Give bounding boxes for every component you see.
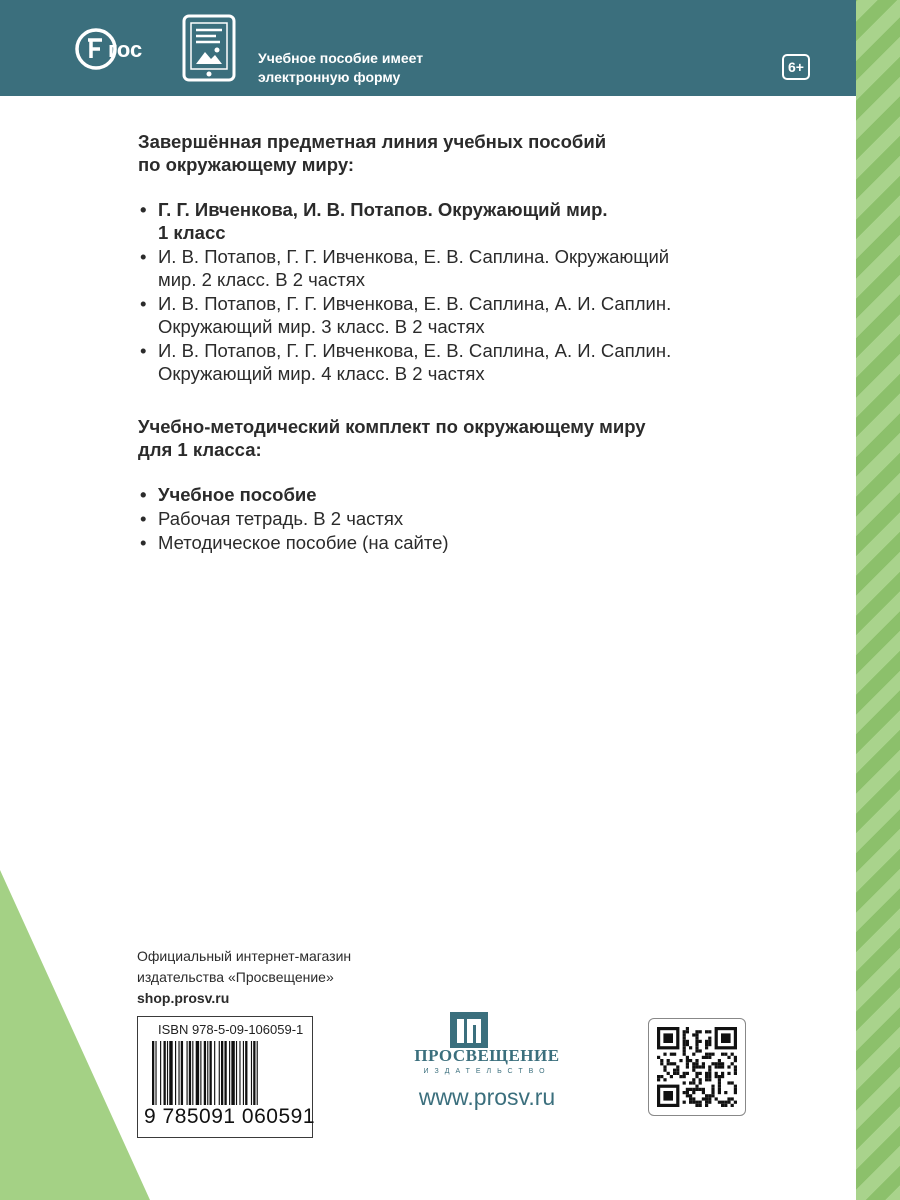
qr-module <box>705 1072 708 1075</box>
qr-module <box>702 1088 705 1091</box>
barcode-bar <box>200 1041 201 1105</box>
barcode-bar <box>160 1041 161 1105</box>
qr-module <box>718 1062 721 1065</box>
kit-heading <box>138 415 758 461</box>
qr-module <box>695 1088 698 1091</box>
qr-module <box>711 1062 714 1065</box>
qr-module <box>670 1062 673 1065</box>
qr-finder-module <box>663 1091 673 1101</box>
kit-list <box>138 483 758 554</box>
qr-module <box>708 1075 711 1078</box>
qr-module <box>689 1097 692 1100</box>
qr-module <box>695 1049 698 1052</box>
tablet-icon <box>182 14 236 82</box>
qr-module <box>686 1027 689 1030</box>
qr-module <box>724 1091 727 1094</box>
barcode-bar <box>169 1041 172 1105</box>
qr-module <box>683 1033 686 1036</box>
qr-module <box>686 1091 689 1094</box>
qr-module <box>663 1065 666 1068</box>
qr-code[interactable] <box>648 1018 746 1116</box>
qr-module <box>721 1075 724 1078</box>
qr-module <box>721 1104 724 1107</box>
qr-module <box>695 1030 698 1033</box>
series-heading-line-1: Завершённая предметная линия учебных пособий <box>138 131 607 152</box>
list-item: • Учебное пособие <box>138 483 758 506</box>
qr-module <box>718 1065 721 1068</box>
barcode-bar <box>155 1041 156 1105</box>
shop-url-link[interactable]: shop.prosv.ru <box>137 990 230 1006</box>
qr-module <box>689 1081 692 1084</box>
qr-module <box>692 1033 695 1036</box>
qr-module <box>667 1072 670 1075</box>
barcode-bar <box>243 1041 244 1105</box>
qr-module <box>673 1072 676 1075</box>
qr-module <box>705 1046 708 1049</box>
qr-module <box>695 1059 698 1062</box>
qr-module <box>731 1097 734 1100</box>
qr-module <box>663 1053 666 1056</box>
qr-module <box>683 1053 686 1056</box>
qr-module <box>718 1101 721 1104</box>
qr-module <box>727 1065 730 1068</box>
qr-module <box>705 1075 708 1078</box>
qr-finder-module <box>663 1033 673 1043</box>
qr-module <box>708 1069 711 1072</box>
list-item-line: мир. 2 класс. В 2 частях <box>158 269 366 290</box>
qr-module <box>660 1075 663 1078</box>
list-item: • Рабочая тетрадь. В 2 частях <box>138 507 758 530</box>
qr-module <box>683 1040 686 1043</box>
qr-module <box>673 1053 676 1056</box>
qr-module <box>708 1072 711 1075</box>
qr-module <box>699 1081 702 1084</box>
qr-module <box>699 1040 702 1043</box>
barcode-bar <box>189 1041 191 1105</box>
qr-module <box>695 1037 698 1040</box>
qr-module <box>683 1091 686 1094</box>
barcode-bar <box>245 1041 247 1105</box>
qr-module <box>705 1053 708 1056</box>
barcode-bar <box>251 1041 252 1105</box>
qr-module <box>673 1062 676 1065</box>
qr-module <box>695 1062 698 1065</box>
qr-module <box>695 1085 698 1088</box>
qr-module <box>692 1091 695 1094</box>
barcode-bar <box>229 1041 230 1105</box>
qr-module <box>718 1075 721 1078</box>
qr-module <box>721 1072 724 1075</box>
qr-module <box>721 1065 724 1068</box>
qr-module <box>708 1040 711 1043</box>
publisher-subtitle: ИЗДАТЕЛЬСТВО <box>423 1068 551 1075</box>
qr-module <box>734 1059 737 1062</box>
qr-module <box>686 1043 689 1046</box>
qr-module <box>705 1056 708 1059</box>
publisher-name: ПРОСВЕЩЕНИЕ <box>414 1046 560 1065</box>
qr-module <box>683 1049 686 1052</box>
qr-module <box>705 1078 708 1081</box>
qr-module <box>683 1081 686 1084</box>
qr-module <box>727 1081 730 1084</box>
qr-module <box>711 1088 714 1091</box>
isbn-text: ISBN 978-5-09-106059-1 <box>158 1022 304 1037</box>
qr-module <box>705 1040 708 1043</box>
qr-module <box>724 1053 727 1056</box>
barcode-bar <box>231 1041 234 1105</box>
qr-module <box>683 1037 686 1040</box>
qr-module <box>692 1097 695 1100</box>
qr-module <box>708 1056 711 1059</box>
qr-module <box>692 1069 695 1072</box>
qr-module <box>667 1059 670 1062</box>
qr-module <box>699 1065 702 1068</box>
barcode-bar <box>224 1041 226 1105</box>
qr-module <box>689 1094 692 1097</box>
qr-module <box>683 1072 686 1075</box>
barcode-bar <box>196 1041 199 1105</box>
qr-module <box>699 1088 702 1091</box>
qr-module <box>683 1030 686 1033</box>
qr-module <box>715 1097 718 1100</box>
header-band <box>0 0 856 96</box>
qr-module <box>721 1062 724 1065</box>
qr-module <box>692 1065 695 1068</box>
qr-module <box>676 1069 679 1072</box>
qr-module <box>686 1072 689 1075</box>
qr-module <box>657 1056 660 1059</box>
qr-module <box>708 1043 711 1046</box>
qr-module <box>683 1046 686 1049</box>
qr-module <box>686 1065 689 1068</box>
qr-module <box>699 1072 702 1075</box>
qr-module <box>657 1078 660 1081</box>
kit-heading-line-2: для 1 класса: <box>138 439 262 460</box>
qr-module <box>731 1062 734 1065</box>
barcode-bar <box>192 1041 193 1105</box>
qr-module <box>695 1033 698 1036</box>
publisher-logo-icon <box>448 1010 490 1050</box>
qr-module <box>683 1075 686 1078</box>
qr-module <box>734 1056 737 1059</box>
barcode-bar <box>164 1041 166 1105</box>
barcode-bar <box>204 1041 206 1105</box>
qr-module <box>734 1072 737 1075</box>
qr-module <box>683 1043 686 1046</box>
qr-module <box>702 1056 705 1059</box>
list-item-line: • И. В. Потапов, Г. Г. Ивченкова, Е. В. Саплина. Окружающий <box>158 246 670 267</box>
qr-module <box>699 1030 702 1033</box>
list-item <box>138 339 758 385</box>
barcode-bar <box>210 1041 212 1105</box>
qr-module <box>670 1075 673 1078</box>
qr-module <box>695 1065 698 1068</box>
qr-module <box>718 1091 721 1094</box>
qr-module <box>663 1078 666 1081</box>
qr-module <box>715 1072 718 1075</box>
qr-module <box>695 1101 698 1104</box>
qr-module <box>689 1059 692 1062</box>
qr-module <box>705 1043 708 1046</box>
qr-module <box>708 1097 711 1100</box>
qr-module <box>670 1053 673 1056</box>
qr-module <box>731 1081 734 1084</box>
qr-module <box>689 1101 692 1104</box>
barcode-bars <box>152 1041 300 1105</box>
barcode-bar <box>181 1041 183 1105</box>
qr-module <box>708 1065 711 1068</box>
qr-module <box>711 1091 714 1094</box>
qr-module <box>699 1049 702 1052</box>
qr-module <box>731 1104 734 1107</box>
qr-module <box>695 1046 698 1049</box>
qr-module <box>702 1097 705 1100</box>
barcode-bar <box>178 1041 179 1105</box>
qr-module <box>711 1053 714 1056</box>
publisher-website-link[interactable]: www.prosv.ru <box>418 1084 556 1110</box>
qr-module <box>686 1030 689 1033</box>
qr-module <box>692 1078 695 1081</box>
barcode-bar <box>219 1041 220 1105</box>
barcode-bar <box>187 1041 188 1105</box>
electronic-form-notice <box>258 49 518 87</box>
qr-module <box>721 1053 724 1056</box>
list-item-line: • И. В. Потапов, Г. Г. Ивченкова, Е. В. Саплина, А. И. Саплин. <box>158 293 672 314</box>
list-item <box>138 292 758 338</box>
qr-module <box>734 1088 737 1091</box>
qr-module <box>686 1088 689 1091</box>
isbn-barcode <box>137 1016 313 1138</box>
qr-module <box>699 1101 702 1104</box>
electronic-form-line-1: Учебное пособие имеет <box>258 50 424 66</box>
qr-module <box>679 1059 682 1062</box>
series-heading-line-2: по окружающему миру: <box>138 154 355 175</box>
qr-module <box>705 1101 708 1104</box>
qr-module <box>695 1043 698 1046</box>
qr-module <box>705 1030 708 1033</box>
qr-module <box>734 1069 737 1072</box>
green-corner-decoration <box>0 870 150 1200</box>
fgos-logo-text: гос <box>108 37 143 62</box>
age-rating-badge: 6+ <box>782 54 810 80</box>
barcode-bar <box>152 1041 154 1105</box>
barcode-bar <box>167 1041 168 1105</box>
qr-module <box>708 1078 711 1081</box>
list-item <box>138 245 758 291</box>
qr-module <box>695 1104 698 1107</box>
qr-module <box>718 1059 721 1062</box>
series-heading <box>138 130 758 176</box>
barcode-bar <box>239 1041 240 1105</box>
main-content <box>138 130 758 584</box>
qr-module <box>715 1065 718 1068</box>
list-item-line: • И. В. Потапов, Г. Г. Ивченкова, Е. В. Саплина, А. И. Саплин. <box>158 340 672 361</box>
qr-module <box>715 1075 718 1078</box>
qr-module <box>711 1094 714 1097</box>
barcode-bar <box>175 1041 176 1105</box>
qr-module <box>705 1094 708 1097</box>
list-item-line: 1 класс <box>158 222 226 243</box>
qr-module <box>702 1091 705 1094</box>
list-item <box>138 198 758 244</box>
qr-module <box>727 1097 730 1100</box>
qr-module <box>731 1053 734 1056</box>
list-item: • Методическое пособие (на сайте) <box>138 531 758 554</box>
list-item-line: • Г. Г. Ивченкова, И. В. Потапов. Окружающий мир. <box>158 199 608 220</box>
qr-module <box>734 1091 737 1094</box>
qr-module <box>692 1053 695 1056</box>
qr-module <box>657 1075 660 1078</box>
qr-module <box>708 1037 711 1040</box>
qr-module <box>718 1078 721 1081</box>
barcode-bar <box>253 1041 255 1105</box>
barcode-bar <box>207 1041 208 1105</box>
barcode-digits: 9 785091 060591 <box>144 1105 315 1128</box>
qr-module <box>708 1101 711 1104</box>
qr-module <box>673 1069 676 1072</box>
qr-module <box>708 1053 711 1056</box>
qr-module <box>705 1097 708 1100</box>
qr-module <box>734 1065 737 1068</box>
qr-module <box>718 1085 721 1088</box>
list-item-line: Окружающий мир. 3 класс. В 2 частях <box>158 316 485 337</box>
qr-module <box>699 1104 702 1107</box>
qr-module <box>711 1085 714 1088</box>
qr-module <box>686 1094 689 1097</box>
qr-module <box>689 1088 692 1091</box>
qr-module <box>695 1040 698 1043</box>
online-shop-info <box>137 946 351 1009</box>
qr-module <box>686 1040 689 1043</box>
qr-module <box>695 1072 698 1075</box>
kit-heading-line-1: Учебно-методический комплект по окружающему миру <box>138 416 646 437</box>
shop-line-1: Официальный интернет-магазин <box>137 948 352 964</box>
qr-module <box>718 1088 721 1091</box>
qr-module <box>727 1101 730 1104</box>
qr-module <box>689 1046 692 1049</box>
qr-module <box>667 1062 670 1065</box>
qr-module <box>708 1030 711 1033</box>
qr-module <box>692 1062 695 1065</box>
qr-module <box>699 1078 702 1081</box>
qr-module <box>679 1075 682 1078</box>
electronic-form-line-2: электронную форму <box>258 69 401 85</box>
fgos-logo <box>74 24 164 74</box>
qr-module <box>686 1062 689 1065</box>
qr-module <box>721 1101 724 1104</box>
qr-module <box>683 1101 686 1104</box>
qr-module <box>676 1065 679 1068</box>
qr-module <box>695 1075 698 1078</box>
qr-module <box>686 1059 689 1062</box>
qr-finder-module <box>721 1033 731 1043</box>
qr-module <box>734 1101 737 1104</box>
list-item-line: Окружающий мир. 4 класс. В 2 частях <box>158 363 485 384</box>
qr-module <box>715 1062 718 1065</box>
qr-module <box>727 1072 730 1075</box>
qr-module <box>663 1069 666 1072</box>
qr-module <box>718 1081 721 1084</box>
qr-module <box>708 1094 711 1097</box>
barcode-bar <box>236 1041 237 1105</box>
qr-module <box>724 1104 727 1107</box>
qr-module <box>727 1056 730 1059</box>
barcode-bar <box>221 1041 223 1105</box>
qr-module <box>702 1062 705 1065</box>
qr-module <box>724 1101 727 1104</box>
qr-module <box>734 1085 737 1088</box>
qr-module <box>692 1081 695 1084</box>
qr-module <box>686 1056 689 1059</box>
qr-module <box>705 1104 708 1107</box>
qr-module <box>692 1088 695 1091</box>
barcode-bar <box>214 1041 215 1105</box>
qr-module <box>702 1065 705 1068</box>
qr-module <box>660 1062 663 1065</box>
qr-module <box>676 1072 679 1075</box>
qr-module <box>660 1059 663 1062</box>
barcode-bar <box>257 1041 258 1105</box>
shop-line-2: издательства «Просвещение» <box>137 969 334 985</box>
qr-module <box>692 1101 695 1104</box>
series-list <box>138 198 758 385</box>
